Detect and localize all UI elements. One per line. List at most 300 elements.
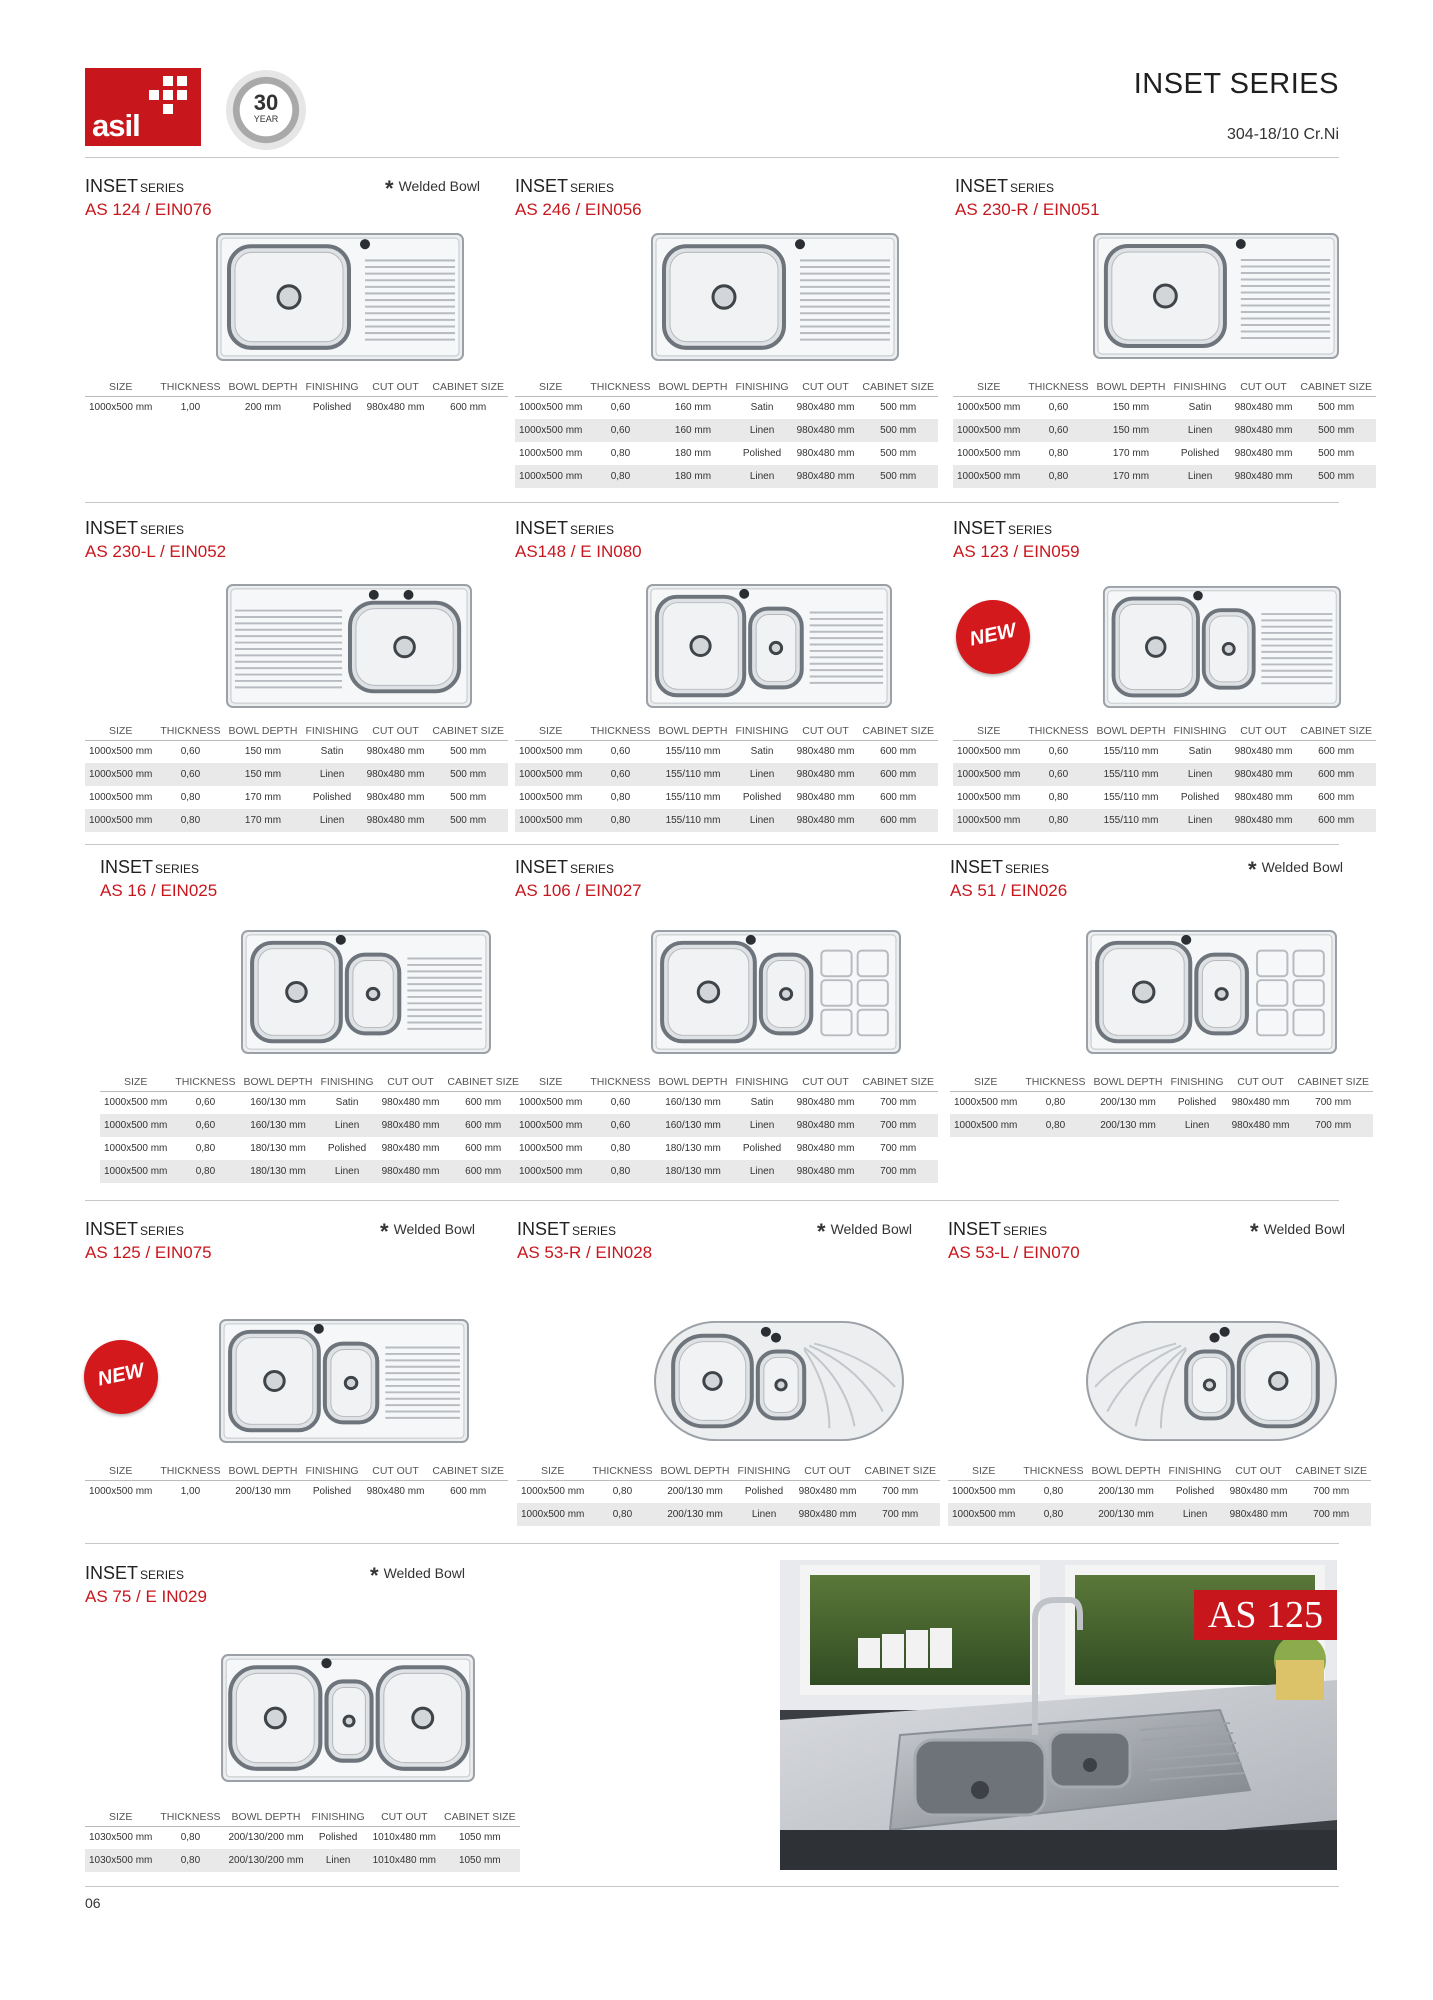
- spec-cell: 200/130 mm: [1100, 1097, 1156, 1109]
- welded-bowl-label: Welded Bowl: [393, 1221, 476, 1237]
- spec-cell: 170 mm: [224, 809, 301, 832]
- asterisk-icon: *: [370, 1563, 379, 1588]
- spec-cell: 980x480 mm: [793, 465, 859, 488]
- material-spec: 304-18/10 Cr.Ni: [1226, 126, 1339, 143]
- spec-header: CABINET SIZE: [1296, 722, 1376, 740]
- spec-cell: Polished: [1177, 1097, 1217, 1109]
- spec-table: [517, 1462, 940, 1526]
- spec-cell: 600 mm: [443, 1114, 523, 1137]
- spec-table: [515, 722, 938, 832]
- spec-cell: 1000x500 mm: [954, 1097, 1018, 1109]
- spec-cell: 1000x500 mm: [519, 746, 583, 758]
- spec-cell: 155/110 mm: [1092, 763, 1169, 786]
- spec-cell: 180/130 mm: [654, 1160, 731, 1183]
- spec-cell: 1000x500 mm: [89, 746, 153, 758]
- spec-cell: Polished: [318, 1832, 358, 1844]
- spec-cell: 1030x500 mm: [85, 1849, 156, 1872]
- spec-cell: 160 mm: [654, 419, 731, 442]
- spec-cell: 160/130 mm: [654, 1114, 731, 1137]
- spec-cell: 1,00: [180, 402, 201, 414]
- spec-header: BOWL DEPTH: [654, 1073, 731, 1091]
- spec-cell: 150 mm: [1092, 419, 1169, 442]
- spec-cell: Linen: [317, 1160, 378, 1183]
- spec-header: BOWL DEPTH: [224, 378, 301, 396]
- spec-header: CUT OUT: [793, 722, 859, 740]
- spec-cell: Polished: [742, 448, 782, 459]
- spec-table: [515, 378, 938, 488]
- spec-header: FINISHING: [302, 378, 363, 396]
- series-title: [515, 857, 614, 878]
- spec-row: [515, 1160, 938, 1183]
- spec-cell: 180/130 mm: [239, 1160, 316, 1183]
- spec-header-row: [948, 1462, 1371, 1480]
- spec-cell: 980x480 mm: [796, 792, 855, 803]
- spec-cell: 1000x500 mm: [100, 1160, 171, 1183]
- spec-cell: 980x480 mm: [378, 1160, 444, 1183]
- spec-header: BOWL DEPTH: [656, 1462, 733, 1480]
- spec-header: SIZE: [515, 722, 586, 740]
- spec-cell: 0,80: [180, 1832, 201, 1844]
- spec-cell: 600 mm: [1296, 809, 1376, 832]
- spec-header: CABINET SIZE: [860, 1462, 940, 1480]
- spec-cell: Polished: [1175, 1486, 1215, 1498]
- spec-header: CABINET SIZE: [428, 378, 508, 396]
- spec-cell: 500 mm: [1296, 465, 1376, 488]
- spec-cell: 1000x500 mm: [519, 1143, 583, 1154]
- spec-row: [85, 396, 508, 419]
- spec-header: SIZE: [515, 378, 586, 396]
- spec-cell: 1000x500 mm: [519, 792, 583, 803]
- spec-cell: 980x480 mm: [1231, 809, 1297, 832]
- spec-cell: 500 mm: [880, 402, 917, 414]
- spec-cell: 980x480 mm: [796, 402, 855, 414]
- spec-row: [953, 396, 1376, 419]
- product-code: AS 246 / EIN056: [515, 200, 642, 219]
- spec-cell: Linen: [734, 1503, 795, 1526]
- spec-cell: Satin: [750, 402, 774, 414]
- spec-cell: 980x480 mm: [366, 402, 425, 414]
- spec-cell: 1000x500 mm: [953, 763, 1024, 786]
- spec-cell: 200/130/200 mm: [224, 1849, 307, 1872]
- spec-cell: 1000x500 mm: [521, 1486, 585, 1498]
- spec-cell: 1000x500 mm: [519, 402, 583, 414]
- spec-row: [517, 1503, 940, 1526]
- spec-cell: 1000x500 mm: [957, 402, 1021, 414]
- series-title: [85, 518, 184, 539]
- spec-header: THICKNESS: [1019, 1462, 1087, 1480]
- spec-cell: 0,80: [586, 465, 654, 488]
- spec-cell: 180/130 mm: [250, 1143, 306, 1154]
- spec-row: [85, 1849, 520, 1872]
- spec-row: [953, 740, 1376, 763]
- spec-cell: 500 mm: [1296, 419, 1376, 442]
- spec-cell: 0,80: [586, 1160, 654, 1183]
- sink-drawing: [215, 232, 465, 362]
- spec-header: BOWL DEPTH: [224, 1462, 301, 1480]
- spec-row: [950, 1091, 1373, 1114]
- sink-drawing: [650, 929, 902, 1055]
- spec-cell: 0,60: [180, 746, 201, 758]
- spec-cell: 200/130 mm: [235, 1486, 291, 1498]
- spec-cell: 600 mm: [450, 402, 487, 414]
- sink-image: [225, 583, 473, 709]
- spec-cell: 980x480 mm: [363, 763, 429, 786]
- spec-header: FINISHING: [1170, 722, 1231, 740]
- spec-header: SIZE: [515, 1073, 586, 1091]
- spec-cell: 0,60: [195, 1097, 216, 1109]
- spec-cell: 150 mm: [224, 763, 301, 786]
- spec-cell: 700 mm: [880, 1097, 917, 1109]
- series-word: SERIES: [1003, 1224, 1048, 1238]
- spec-cell: 1000x500 mm: [953, 465, 1024, 488]
- series-title: [955, 176, 1054, 197]
- spec-header: BOWL DEPTH: [1087, 1462, 1164, 1480]
- spec-row: [85, 809, 508, 832]
- new-badge: [956, 600, 1030, 674]
- sink-image: [215, 232, 465, 362]
- spec-cell: 0,60: [1024, 763, 1092, 786]
- spec-cell: 160 mm: [674, 402, 712, 414]
- spec-row: [953, 442, 1376, 465]
- spec-header: CUT OUT: [793, 378, 859, 396]
- product-code: AS 51 / EIN026: [950, 881, 1068, 900]
- spec-row: [953, 763, 1376, 786]
- spec-header: CUT OUT: [363, 722, 429, 740]
- series-prefix: INSET: [953, 518, 1007, 538]
- spec-cell: 980x480 mm: [793, 419, 859, 442]
- spec-header: SIZE: [948, 1462, 1019, 1480]
- spec-cell: 0,80: [156, 809, 224, 832]
- spec-row: [100, 1160, 523, 1183]
- spec-cell: Linen: [732, 1114, 793, 1137]
- spec-header: FINISHING: [732, 722, 793, 740]
- spec-header: SIZE: [950, 1073, 1021, 1091]
- spec-cell: 600 mm: [1318, 746, 1355, 758]
- spec-cell: 0,60: [610, 402, 631, 414]
- brand-logo-text: asil: [92, 108, 140, 143]
- spec-cell: 200/130 mm: [667, 1486, 723, 1498]
- series-prefix: INSET: [517, 1219, 571, 1239]
- spec-table: [85, 378, 508, 419]
- spec-cell: Polished: [1180, 792, 1220, 803]
- spec-header-row: [100, 1073, 523, 1091]
- spec-cell: 0,60: [171, 1114, 239, 1137]
- spec-cell: 0,80: [586, 809, 654, 832]
- spec-header: SIZE: [953, 722, 1024, 740]
- spec-header: BOWL DEPTH: [224, 722, 301, 740]
- spec-cell: Linen: [302, 763, 363, 786]
- spec-cell: 1010x480 mm: [369, 1849, 440, 1872]
- spec-header: BOWL DEPTH: [1092, 722, 1169, 740]
- spec-header: FINISHING: [302, 722, 363, 740]
- spec-cell: 1000x500 mm: [104, 1097, 168, 1109]
- spec-header-row: [85, 722, 508, 740]
- spec-cell: 980x480 mm: [1231, 1097, 1290, 1109]
- spec-cell: 1050 mm: [458, 1832, 501, 1844]
- spec-cell: 980x480 mm: [795, 1503, 861, 1526]
- spec-cell: Satin: [320, 746, 344, 758]
- spec-cell: Polished: [312, 402, 352, 414]
- spec-cell: 980x480 mm: [1231, 763, 1297, 786]
- spec-cell: 980x480 mm: [381, 1143, 440, 1154]
- spec-header: THICKNESS: [156, 1462, 224, 1480]
- sink-drawing: [1085, 1318, 1338, 1444]
- spec-cell: 0,80: [612, 1486, 633, 1498]
- spec-cell: 160/130 mm: [239, 1114, 316, 1137]
- spec-header-row: [515, 378, 938, 396]
- spec-cell: Polished: [327, 1143, 367, 1154]
- spec-cell: 1050 mm: [440, 1849, 520, 1872]
- spec-cell: 1000x500 mm: [104, 1143, 168, 1154]
- spec-header: CABINET SIZE: [858, 1073, 938, 1091]
- spec-header: THICKNESS: [586, 378, 654, 396]
- spec-cell: 500 mm: [858, 419, 938, 442]
- spec-row: [85, 786, 508, 809]
- spec-header: SIZE: [85, 1808, 156, 1826]
- spec-cell: 0,60: [1048, 746, 1069, 758]
- spec-cell: 500 mm: [880, 448, 917, 459]
- spec-table: [515, 1073, 938, 1183]
- spec-cell: 600 mm: [443, 1160, 523, 1183]
- spec-cell: 0,80: [1019, 1503, 1087, 1526]
- warranty-seal-word: YEAR: [253, 114, 279, 124]
- spec-header: CUT OUT: [1228, 1073, 1294, 1091]
- spec-cell: 980x480 mm: [1229, 1486, 1288, 1498]
- spec-table: [85, 1808, 520, 1872]
- spec-header: CABINET SIZE: [858, 722, 938, 740]
- spec-cell: 700 mm: [858, 1114, 938, 1137]
- spec-cell: 1000x500 mm: [948, 1503, 1019, 1526]
- series-prefix: INSET: [948, 1219, 1002, 1239]
- series-prefix: INSET: [85, 1563, 139, 1583]
- spec-cell: 150 mm: [1112, 402, 1150, 414]
- spec-cell: 1000x500 mm: [952, 1486, 1016, 1498]
- spec-cell: 0,80: [195, 1143, 216, 1154]
- spec-cell: 0,60: [586, 763, 654, 786]
- spec-header: CABINET SIZE: [428, 722, 508, 740]
- spec-row: [515, 419, 938, 442]
- spec-cell: 0,80: [1024, 809, 1092, 832]
- sink-image: [653, 1318, 905, 1444]
- spec-table: [85, 1462, 508, 1503]
- brand-logo: [85, 68, 201, 146]
- series-prefix: INSET: [85, 176, 139, 196]
- asterisk-icon: *: [1250, 1219, 1259, 1244]
- spec-header: CUT OUT: [795, 1462, 861, 1480]
- spec-cell: 600 mm: [858, 763, 938, 786]
- spec-header: CUT OUT: [1226, 1462, 1292, 1480]
- series-word: SERIES: [570, 523, 615, 537]
- spec-cell: 1000x500 mm: [515, 763, 586, 786]
- series-title: [85, 1563, 184, 1584]
- welded-bowl-note: [385, 176, 480, 202]
- spec-header: THICKNESS: [1024, 378, 1092, 396]
- sink-image: [1085, 1318, 1338, 1444]
- spec-header-row: [517, 1462, 940, 1480]
- product-code: AS 16 / EIN025: [100, 881, 218, 900]
- asterisk-icon: *: [1248, 857, 1257, 882]
- series-title: [100, 857, 199, 878]
- spec-cell: 1000x500 mm: [515, 465, 586, 488]
- series-word: SERIES: [1010, 181, 1055, 195]
- spec-header: THICKNESS: [586, 1073, 654, 1091]
- sink-image: [1085, 929, 1338, 1055]
- spec-cell: Polished: [312, 792, 352, 803]
- spec-cell: 0,60: [1048, 402, 1069, 414]
- spec-header: FINISHING: [308, 1808, 369, 1826]
- spec-cell: Polished: [312, 1486, 352, 1498]
- spec-cell: 0,80: [1024, 465, 1092, 488]
- spec-cell: 1000x500 mm: [85, 763, 156, 786]
- series-word: SERIES: [155, 862, 200, 876]
- spec-row: [515, 442, 938, 465]
- spec-header: SIZE: [100, 1073, 171, 1091]
- spec-cell: 1000x500 mm: [957, 448, 1021, 459]
- spec-header: SIZE: [85, 1462, 156, 1480]
- spec-cell: 0,80: [610, 448, 631, 459]
- spec-cell: 155/110 mm: [654, 809, 731, 832]
- spec-cell: Linen: [308, 1849, 369, 1872]
- spec-cell: 180 mm: [674, 448, 712, 459]
- spec-cell: Linen: [1170, 809, 1231, 832]
- spec-row: [100, 1091, 523, 1114]
- spec-cell: 500 mm: [1318, 402, 1355, 414]
- spec-cell: 1030x500 mm: [89, 1832, 153, 1844]
- series-title: [948, 1219, 1047, 1240]
- series-prefix: INSET: [100, 857, 154, 877]
- product-code: AS 106 / EIN027: [515, 881, 642, 900]
- sink-image: [220, 1653, 476, 1783]
- spec-row: [950, 1114, 1373, 1137]
- sink-image: [218, 1318, 470, 1444]
- series-prefix: INSET: [515, 857, 569, 877]
- spec-cell: 500 mm: [450, 746, 487, 758]
- spec-cell: 980x480 mm: [366, 1486, 425, 1498]
- spec-cell: 0,80: [1048, 792, 1069, 803]
- spec-cell: 980x480 mm: [796, 448, 855, 459]
- series-title: [515, 518, 614, 539]
- spec-header: FINISHING: [1170, 378, 1231, 396]
- spec-cell: 1000x500 mm: [515, 1114, 586, 1137]
- spec-header-row: [953, 722, 1376, 740]
- spec-cell: 1000x500 mm: [957, 792, 1021, 803]
- series-prefix: INSET: [950, 857, 1004, 877]
- welded-bowl-label: Welded Bowl: [830, 1221, 913, 1237]
- spec-cell: Linen: [732, 419, 793, 442]
- spec-cell: 500 mm: [428, 763, 508, 786]
- spec-cell: 1000x500 mm: [100, 1114, 171, 1137]
- spec-cell: 600 mm: [1318, 792, 1355, 803]
- asterisk-icon: *: [380, 1219, 389, 1244]
- spec-cell: 170 mm: [1112, 448, 1150, 459]
- spec-cell: 1000x500 mm: [950, 1114, 1021, 1137]
- welded-bowl-label: Welded Bowl: [1263, 1221, 1346, 1237]
- product-code: AS 125 / EIN075: [85, 1243, 212, 1262]
- spec-cell: 0,80: [1045, 1097, 1066, 1109]
- photo-label: AS 125: [1194, 1590, 1337, 1640]
- spec-cell: 200 mm: [244, 402, 282, 414]
- product-code: AS 230-L / EIN052: [85, 542, 227, 561]
- spec-row: [515, 809, 938, 832]
- spec-header: FINISHING: [317, 1073, 378, 1091]
- asterisk-icon: *: [817, 1219, 826, 1244]
- spec-cell: 700 mm: [858, 1160, 938, 1183]
- sink-image: [240, 929, 492, 1055]
- series-title: [953, 518, 1052, 539]
- spec-row: [948, 1503, 1371, 1526]
- spec-header: SIZE: [85, 722, 156, 740]
- spec-cell: 160/130 mm: [250, 1097, 306, 1109]
- spec-header: FINISHING: [732, 1073, 793, 1091]
- spec-cell: 600 mm: [465, 1143, 502, 1154]
- page-title: INSET SERIES: [1133, 68, 1339, 100]
- spec-cell: 980x480 mm: [796, 1143, 855, 1154]
- spec-cell: 1000x500 mm: [85, 809, 156, 832]
- spec-cell: 600 mm: [450, 1486, 487, 1498]
- spec-cell: 0,80: [588, 1503, 656, 1526]
- spec-cell: 500 mm: [1318, 448, 1355, 459]
- sink-drawing: [1102, 585, 1342, 709]
- spec-cell: 1000x500 mm: [519, 1097, 583, 1109]
- spec-header: FINISHING: [732, 378, 793, 396]
- spec-cell: 980x480 mm: [381, 1097, 440, 1109]
- spec-row: [953, 786, 1376, 809]
- spec-cell: Linen: [1170, 419, 1231, 442]
- series-word: SERIES: [1008, 523, 1053, 537]
- spec-table: [953, 722, 1376, 832]
- page-number: 06: [85, 1895, 101, 1911]
- product-code: AS 53-L / EIN070: [948, 1243, 1080, 1262]
- welded-bowl-label: Welded Bowl: [398, 178, 481, 194]
- new-badge-label: NEW: [95, 1359, 147, 1391]
- spec-cell: 0,60: [586, 419, 654, 442]
- spec-cell: 980x480 mm: [1234, 448, 1293, 459]
- sink-drawing: [645, 583, 893, 709]
- series-word: SERIES: [1005, 862, 1050, 876]
- warranty-seal: [226, 70, 306, 150]
- spec-cell: 0,80: [171, 1160, 239, 1183]
- spec-cell: 700 mm: [860, 1503, 940, 1526]
- series-title: [515, 176, 614, 197]
- new-badge: [84, 1340, 158, 1414]
- spec-cell: Linen: [1170, 465, 1231, 488]
- spec-row: [85, 1826, 520, 1849]
- spec-header-row: [515, 1073, 938, 1091]
- spec-header: CUT OUT: [363, 378, 429, 396]
- spec-cell: 1000x500 mm: [515, 419, 586, 442]
- spec-row: [953, 419, 1376, 442]
- spec-cell: 155/110 mm: [654, 763, 731, 786]
- series-prefix: INSET: [85, 1219, 139, 1239]
- spec-cell: 155/110 mm: [665, 746, 721, 758]
- spec-cell: 1000x500 mm: [89, 1486, 153, 1498]
- spec-row: [515, 763, 938, 786]
- spec-cell: 1000x500 mm: [953, 809, 1024, 832]
- spec-cell: 700 mm: [880, 1143, 917, 1154]
- spec-header-row: [953, 378, 1376, 396]
- spec-table: [948, 1462, 1371, 1526]
- spec-cell: Satin: [335, 1097, 359, 1109]
- spec-cell: 155/110 mm: [1103, 792, 1159, 803]
- spec-cell: Satin: [1188, 746, 1212, 758]
- series-prefix: INSET: [955, 176, 1009, 196]
- spec-cell: Linen: [317, 1114, 378, 1137]
- product-code: AS148 / E IN080: [515, 542, 642, 561]
- spec-cell: 1010x480 mm: [372, 1832, 436, 1844]
- spec-row: [515, 1137, 938, 1160]
- sink-drawing: [1085, 929, 1338, 1055]
- spec-cell: 0,80: [1021, 1114, 1089, 1137]
